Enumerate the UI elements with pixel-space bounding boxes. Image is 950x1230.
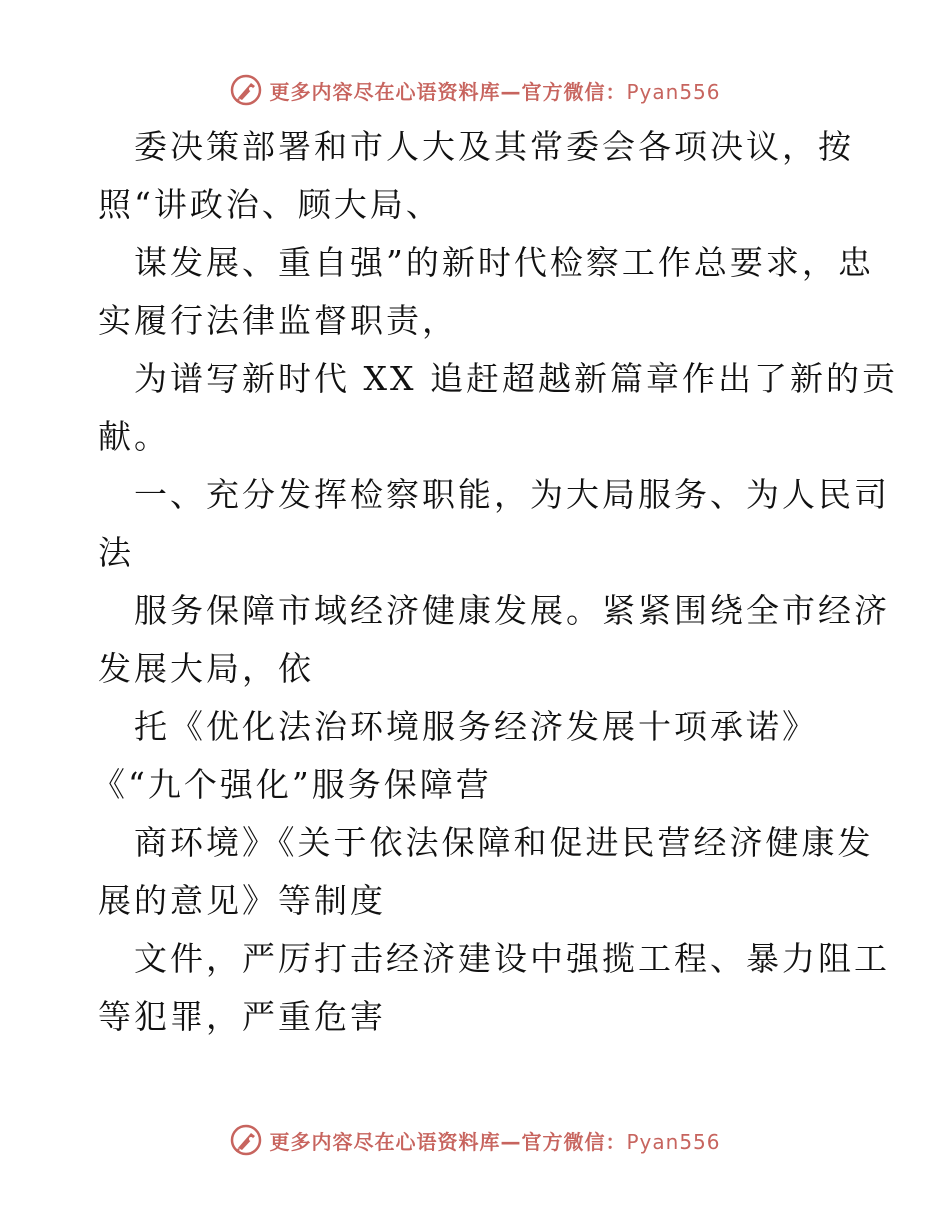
watermark-dash: — xyxy=(500,79,522,104)
text-line: 照“讲政治、顾大局、 xyxy=(98,185,442,224)
document-body xyxy=(92,118,898,1046)
text-line: 一、充分发挥检察职能，为大局服务、为人民司 xyxy=(134,475,890,514)
text-line: 展的意见》等制度 xyxy=(98,881,386,920)
watermark-wechat-label: 官方微信： xyxy=(521,1129,627,1154)
text-line: 发展大局，依 xyxy=(98,649,314,688)
text-line: 委决策部署和市人大及其常委会各项决议，按 xyxy=(134,127,854,166)
text-line: 商环境》《关于依法保障和促进民营经济健康发 xyxy=(134,823,874,862)
footer-watermark xyxy=(0,1120,950,1160)
text-line: 为谱写新时代 XX 追赶超越新篇章作出了新的贡 xyxy=(134,359,898,398)
text-line: 等犯罪，严重危害 xyxy=(98,997,386,1036)
text-line: 谋发展、重自强”的新时代检察工作总要求，忠 xyxy=(134,243,874,282)
watermark-dash: — xyxy=(500,1129,522,1154)
watermark-wechat-id: Pyan556 xyxy=(626,79,721,104)
text-line: 托《优化法治环境服务经济发展十项承诺》 xyxy=(134,707,818,746)
text-line: 献。 xyxy=(98,417,170,456)
watermark-text xyxy=(269,1126,720,1155)
text-line: 文件，严厉打击经济建设中强揽工程、暴力阻工 xyxy=(134,939,890,978)
text-line: 《“九个强化”服务保障营 xyxy=(92,765,492,804)
watermark-lead: 更多内容尽在心语资料库 xyxy=(269,1129,501,1154)
text-line: 实履行法律监督职责， xyxy=(98,301,458,340)
pen-logo-icon xyxy=(229,1123,263,1157)
header-watermark xyxy=(0,70,950,110)
pen-logo-icon xyxy=(229,73,263,107)
text-line: 服务保障市域经济健康发展。紧紧围绕全市经济 xyxy=(134,591,890,630)
watermark-text xyxy=(269,76,720,105)
watermark-wechat-label: 官方微信： xyxy=(521,79,627,104)
text-line: 法 xyxy=(98,533,134,572)
watermark-lead: 更多内容尽在心语资料库 xyxy=(269,79,501,104)
watermark-wechat-id: Pyan556 xyxy=(626,1129,721,1154)
